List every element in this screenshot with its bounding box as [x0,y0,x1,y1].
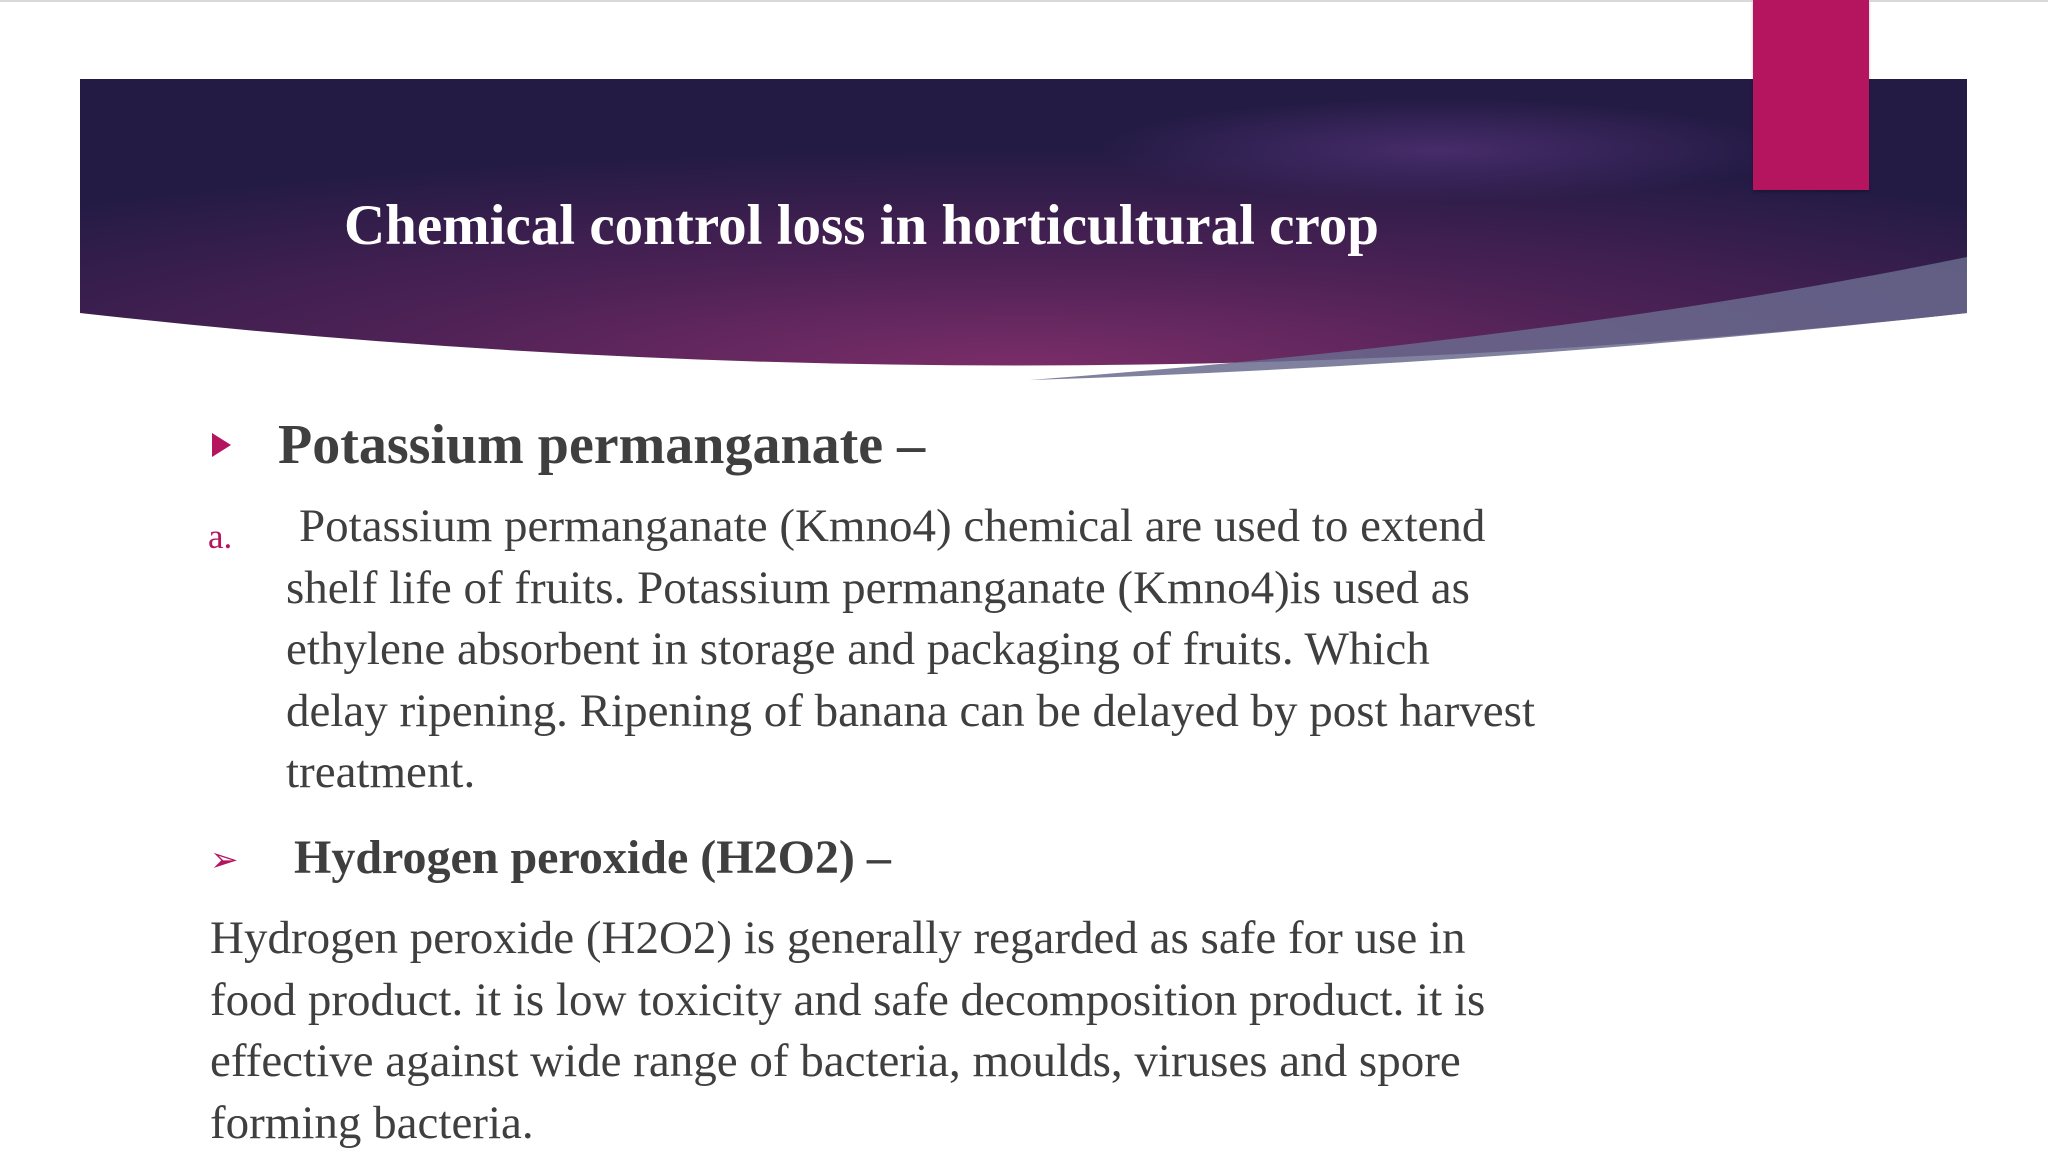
triangle-bullet-icon [212,433,231,457]
section-heading-potassium: Potassium permanganate – [278,414,926,476]
list-marker-a: a. [208,517,233,556]
slide-title: Chemical control loss in horticultural crop [344,194,1379,257]
accent-tab [1753,0,1869,190]
paragraph-hydrogen: Hydrogen peroxide (H2O2) is generally regarded as safe for use in food product. it is low toxicity and safe decomposition product. it is effective against wide range of bacteria, moulds, viruses and spore forming bacteria. [210,912,1486,1149]
arrowhead-bullet-icon: ➢ [210,840,239,880]
paragraph-potassium [286,496,1706,804]
section-heading-hydrogen: Hydrogen peroxide (H2O2) – [294,831,891,884]
paragraph-potassium-text: Potassium permanganate (Kmno4) chemical are used to extend shelf life of fruits. Potassium permanganate (Kmno4)is used as ethylene absorbent in storage and packaging of fruits. Which delay ripening. Ripening of banana can be delayed by post harvest treatment. [286,500,1536,798]
